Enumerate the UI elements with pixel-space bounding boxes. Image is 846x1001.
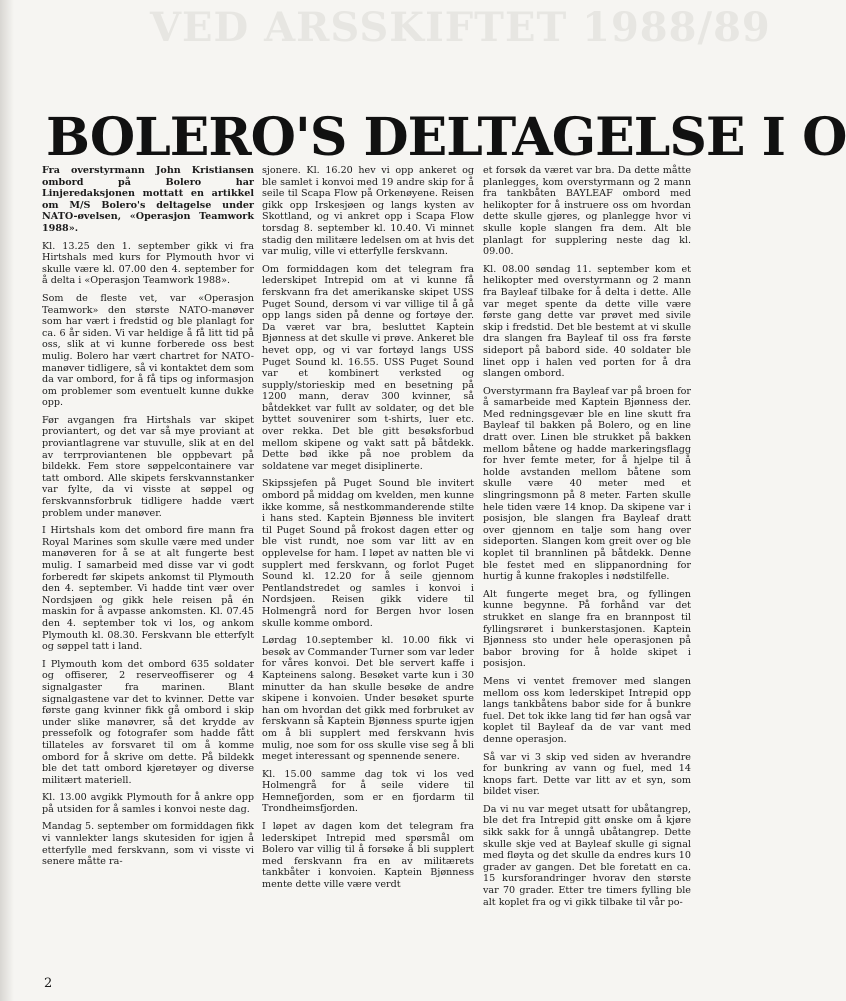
paragraph: Kl. 13.25 den 1. september gikk vi fra Hirtshals med kurs for Plymouth hvor vi skulle være kl. 07.00 den 4. september for å delta i «Operasjon Teamwork 1988». xyxy=(42,240,254,287)
text-column-3 xyxy=(483,165,691,985)
paragraph: Som de fleste vet, var «Operasjon Teamwork» den største NATO-manøver som har vært i fredstid og ble planlagt for ca. 6 år siden. Vi var heldige å få litt tid på oss, slik at vi kunne forberede oss best mulig. Bolero har vært chartret for NATO-manøver tidligere, så vi kontaktet dem som da var ombord, for å få tips og informasjon om problemer som eventuelt kunne dukke opp. xyxy=(42,292,254,409)
paragraph: Lørdag 10.september kl. 10.00 fikk vi besøk av Commander Turner som var leder for våres konvoi. Det ble servert kaffe i Kapteinens salong. Besøket varte kun i 30 minutter da han skulle besøke de andre skipene i konvoien. Under besøket spurte han om hvordan det gikk med forbruket av ferskvann så Kaptein Bjønness spurte igjen om å bli supplert med ferskvann hvis mulig, noe som for oss skulle vise seg å bli meget interessant og spennende senere. xyxy=(262,635,474,763)
running-head: VED ARSSKIFTET 1988/89 xyxy=(150,4,771,51)
paragraph: Om formiddagen kom det telegram fra lederskipet Intrepid om at vi kunne få ferskvann fra det amerikanske skipet USS Puget Sound, dersom vi var villige til å gå opp langs siden på denne og fortøye der. Da været var bra, besluttet Kaptein Bjønness at det skulle vi prøve. Ankeret ble hevet opp, og vi var fortøyd langs USS Puget Sound kl. 16.55. USS Puget Sound var et kombinert verksted og supply/storieskip med en besetning på 1200 mann, derav 300 kvinner, så båtdekket var fullt av soldater, og det ble byttet souvenirer som t-shirts, luer etc. over rekka. Det ble gitt besøksforbud mellom skipene og vakt satt på båtdekk. Dette bød ikke på noe problem da soldatene var meget disiplinerte. xyxy=(262,263,474,472)
article-title: BOLERO'S DELTAGELSE I O xyxy=(46,106,846,168)
paragraph: I Plymouth kom det ombord 635 soldater og offiserer, 2 reserveoffiserer og 4 signalgaster fra marinen. Blant signalgastene var det to kvinner. Dette var første gang kvinner fikk gå ombord i skip under slike manøvrer, så det krydde av pressefolk og fotografer som hadde fått tillateles av forsvaret til om å komme ombord for å skrive om dette. På bildekk ble det tatt ombord kjøretøyer og diverse militært materiell. xyxy=(42,658,254,786)
paragraph: I løpet av dagen kom det telegram fra lederskipet Intrepid med spørsmål om Bolero var villig til å forsøke å bli supplert med ferskvann fra en av militærets tankbåter i konvoien. Kaptein Bjønness mente dette ville være verdt xyxy=(262,821,474,891)
paragraph: Mandag 5. september om formiddagen fikk vi vannlekter langs skutesiden for igjen å etterfylle med ferskvann, som vi visste vi senere måtte ra- xyxy=(42,821,254,868)
paragraph: Så var vi 3 skip ved siden av hverandre for bunkring av vann og fuel, med 14 knops fart. Dette var litt av et syn, som bildet viser. xyxy=(483,751,691,798)
paragraph: Overstyrmann fra Bayleaf var på broen for å samarbeide med Kaptein Bjønness der. Med redningsgevær ble en line skutt fra Bayleaf til bakken på Bolero, og en line dratt over. Linen ble strukket på bakken mellom båtene og hadde markeringsflagg for hver femte meter, for å hjelpe til å holde avstanden mellom båtene som skulle være 40 meter med et slingringsmonn på 8 meter. Farten skulle hele tiden være 14 knop. Da skipene var i posisjon, ble slangen fra Bayleaf dratt over gjennom en talje som hang over sideporten. Slangen kom greit over og ble koplet til brannlinen på båtdekk. Denne ble festet med en slippanordning for hurtig å kunne frakoples i nødstilfelle. xyxy=(483,385,691,583)
paragraph: Alt fungerte meget bra, og fyllingen kunne begynne. På forhånd var det strukket en slange fra en brannpost til fyllingsrøret i bunkerstasjonen. Kaptein Bjønness sto under hele operasjonen på babor broving for å holde skipet i posisjon. xyxy=(483,588,691,670)
page-number: 2 xyxy=(44,976,53,991)
text-column-1 xyxy=(42,165,254,985)
page-edge-shadow xyxy=(0,0,14,1001)
paragraph: I Hirtshals kom det ombord fire mann fra Royal Marines som skulle være med under manøveren for å se at alt fungerte best mulig. I samarbeid med disse var vi godt forberedt før skipets ankomst til Plymouth den 4. september. Vi hadde tint vær over Nordsjøen og gikk hele reisen på én maskin for å avpasse ankomsten. Kl. 07.45 den 4. september tok vi los, og ankom Plymouth kl. 08.30. Ferskvann ble etterfylt og søppel tatt i land. xyxy=(42,525,254,653)
paragraph: sjonere. Kl. 16.20 hev vi opp ankeret og ble samlet i konvoi med 19 andre skip for å seile til Scapa Flow på Orkenøyene. Reisen gikk opp Irskesjøen og langs kysten av Skottland, og vi ankret opp i Scapa Flow torsdag 8. september kl. 10.40. Vi minnet stadig den militære ledelsen om at hvis det var mulig, ville vi etterfylle ferskvann. xyxy=(262,165,474,258)
lead-paragraph: Fra overstyrmann John Kristiansen ombord på Bolero har Linjeredaksjonen mottatt en artikkel om M/S Bolero's deltagelse under NATO-øvelsen, «Operasjon Teamwork 1988». xyxy=(42,165,254,234)
paragraph: Kl. 13.00 avgikk Plymouth for å ankre opp på utsiden for å samles i konvoi neste dag. xyxy=(42,792,254,815)
paragraph: Kl. 15.00 samme dag tok vi los ved Holmengrå for å seile videre til Hemnefjorden, som er en fjordarm til Trondheimsfjorden. xyxy=(262,768,474,815)
text-column-2 xyxy=(262,165,474,985)
paragraph: Mens vi ventet fremover med slangen mellom oss kom lederskipet Intrepid opp langs tankbåtens babor side for å bunkre fuel. Det tok ikke lang tid før han også var koplet til Bayleaf da de var vant med denne operasjon. xyxy=(483,675,691,745)
paragraph: et forsøk da været var bra. Da dette måtte planlegges, kom overstyrmann og 2 mann fra tankbåten BAYLEAF ombord med helikopter for å instruere oss om hvordan dette skulle gjøres, og planlegge hvor vi skulle kople slangen fra dem. Alt ble planlagt for supplering neste dag kl. 09.00. xyxy=(483,165,691,258)
paragraph: Kl. 08.00 søndag 11. september kom et helikopter med overstyrmann og 2 mann fra Bayleaf tilbake for å delta i dette. Alle var meget spente da dette ville være første gang dette var prøvet med sivile skip i fredstid. Det ble bestemt at vi skulle dra slangen fra Bayleaf til oss fra første sideport på babord side. 40 soldater ble linet opp i halen ved porten for å dra slangen ombord. xyxy=(483,263,691,380)
paragraph: Skipssjefen på Puget Sound ble invitert ombord på middag om kvelden, men kunne ikke komme, så nestkommanderende stilte i hans sted. Kaptein Bjønness ble invitert til Puget Sound på frokost dagen etter og ble vist rundt, noe som var litt av en opplevelse for ham. I løpet av natten ble vi supplert med ferskvann, og forlot Puget Sound kl. 12.20 for å seile gjennom Pentlandstredet og samles i konvoi i Nordsjøen. Reisen gikk videre til Holmengrå nord for Bergen hvor losen skulle komme ombord. xyxy=(262,478,474,629)
paragraph: Da vi nu var meget utsatt for ubåtangrep, ble det fra Intrepid gitt ønske om å kjøre sikk sakk for å unngå ubåtangrep. Dette skulle skje ved at Bayleaf skulle gi signal med fløyta og det skulle da endres kurs 10 grader av gangen. Det ble foretatt en ca. 15 kursforandringer hvorav den største var 70 grader. Etter tre timers fylling ble alt koplet fra og vi gikk tilbake til vår po- xyxy=(483,803,691,908)
paragraph: Før avgangen fra Hirtshals var skipet proviantert, og det var så mye proviant at proviantlagrene var stuvulle, slik at en del av terrproviantenen ble oppbevart på bildekk. Fem store søppelcontainere var tatt ombord. Alle skipets ferskvannstanker var fylte, da vi visste at søppel og ferskvannsforbruk tidligere hadde vært problem under manøver. xyxy=(42,414,254,519)
